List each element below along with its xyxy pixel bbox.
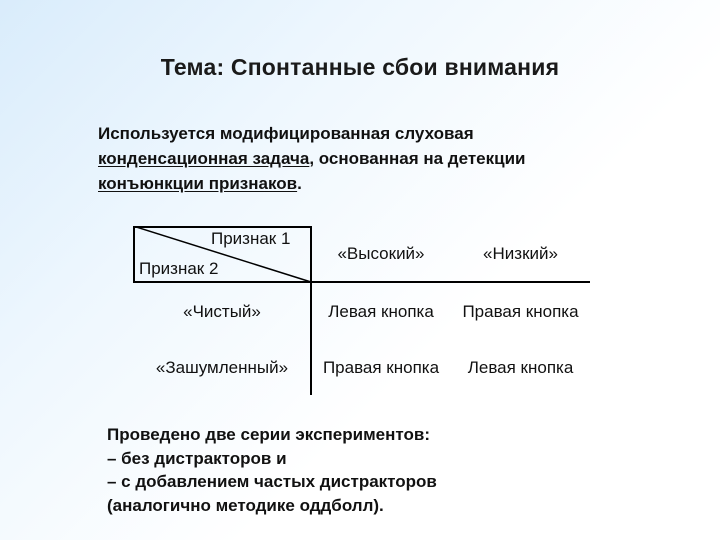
conclusion-line-4: (аналогично методике оддболл). bbox=[107, 495, 384, 515]
row-label-clean: «Чистый» bbox=[183, 302, 261, 321]
cell-clean-low: Правая кнопка bbox=[462, 302, 579, 321]
conclusion-paragraph bbox=[107, 423, 627, 517]
cell-clean-high: Левая кнопка bbox=[328, 302, 434, 321]
row-label-noisy: «Зашумленный» bbox=[155, 357, 289, 377]
col-header-high: «Высокий» bbox=[337, 244, 425, 263]
cell-noisy-low: Левая кнопка bbox=[467, 357, 574, 377]
slide-title: Тема: Спонтанные сбои внимания bbox=[160, 54, 560, 80]
conclusion-line-2: – без дистракторов и bbox=[107, 448, 287, 468]
conclusion-line-1: Проведено две серии экспериментов: bbox=[107, 425, 430, 444]
intro-line-1: Используется модифицированная слуховая bbox=[98, 124, 474, 143]
intro-link-condensation-task: конденсационная задача bbox=[98, 149, 310, 168]
corner-label-feature-2: Признак 2 bbox=[139, 259, 219, 278]
col-header-low: «Низкий» bbox=[483, 244, 558, 263]
intro-mid-text: , основанная на детекции bbox=[309, 149, 526, 168]
conclusion-line-3: – с добавлением частых дистракторов bbox=[107, 472, 437, 491]
condition-table bbox=[133, 226, 590, 395]
cell-noisy-high: Правая кнопка bbox=[322, 357, 440, 377]
corner-label-feature-1: Признак 1 bbox=[211, 229, 291, 248]
intro-end-text: . bbox=[297, 174, 302, 193]
intro-link-feature-conjunction: конъюнкции признаков bbox=[98, 174, 298, 193]
intro-paragraph bbox=[98, 121, 658, 196]
